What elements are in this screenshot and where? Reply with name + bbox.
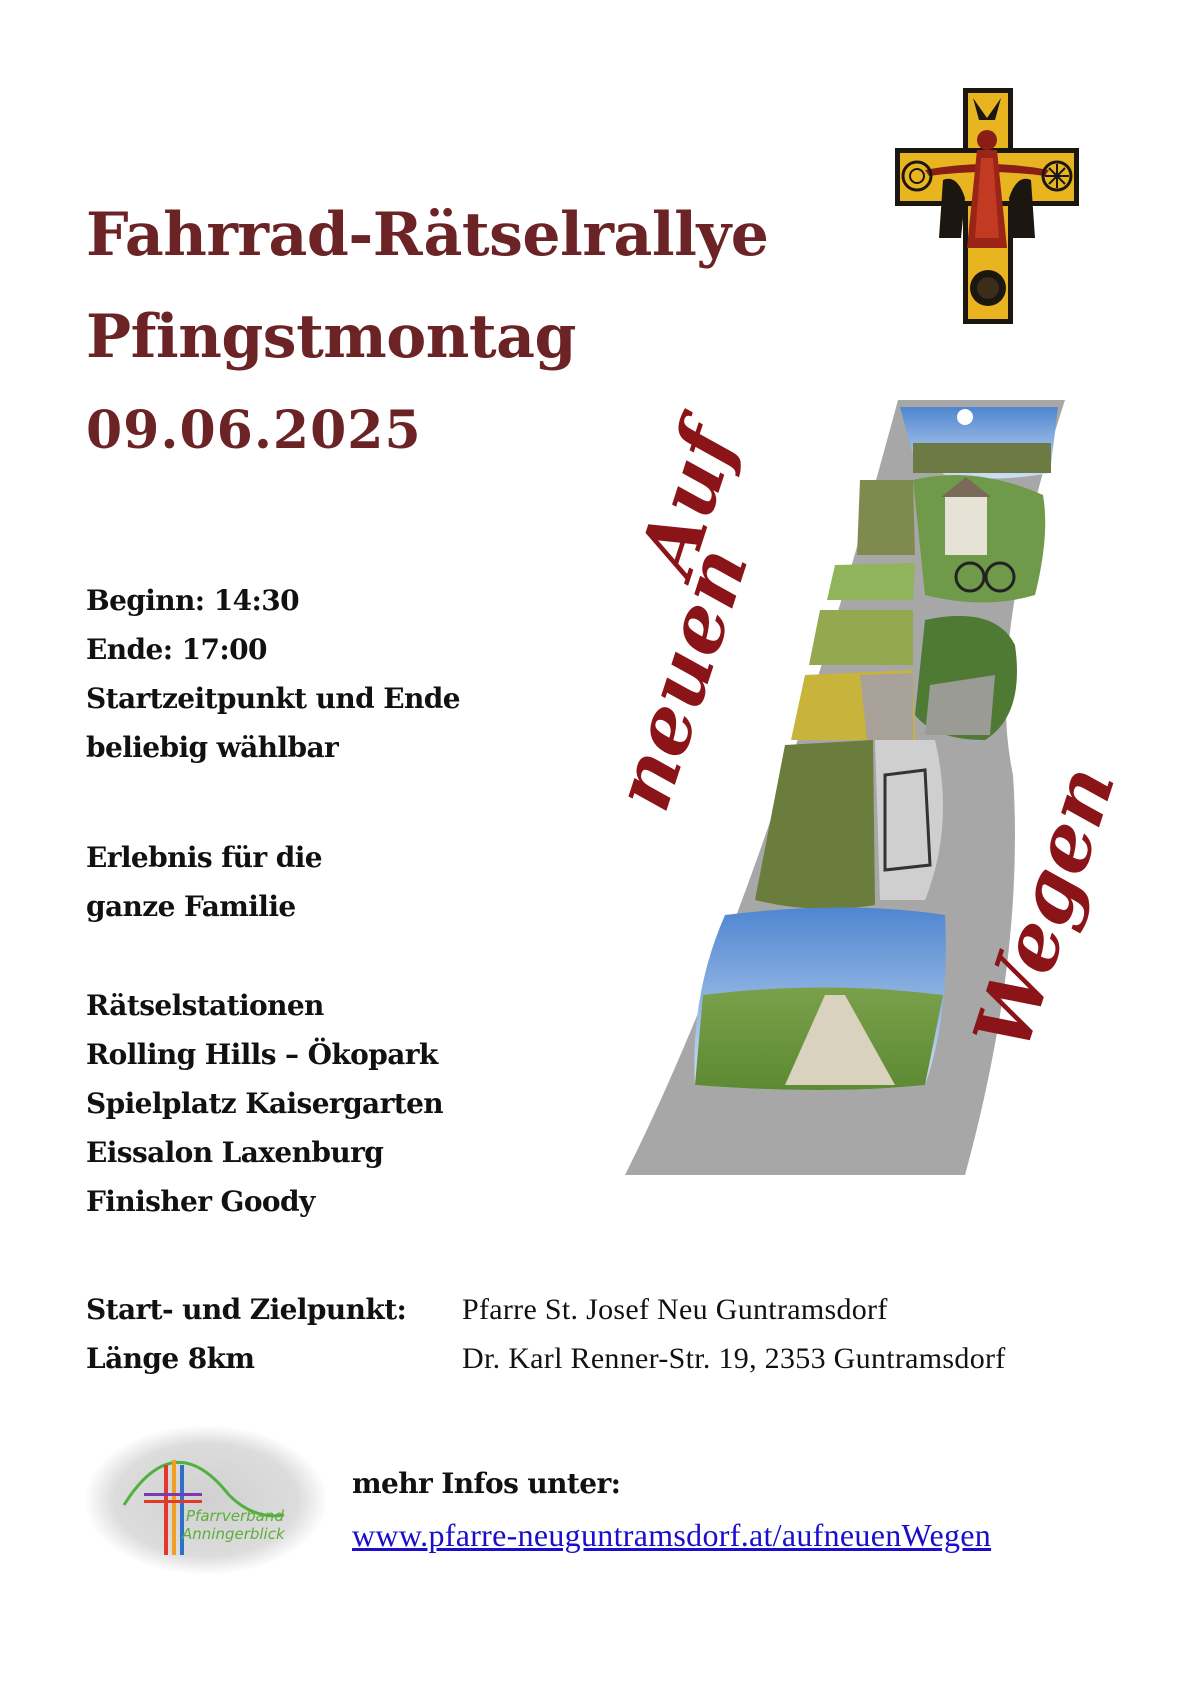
address-street: Dr. Karl Renner-Str. 19, 2353 Guntramsdorf xyxy=(462,1342,1006,1375)
address xyxy=(462,1285,1006,1383)
photo-landscape xyxy=(694,908,945,1091)
slogan-word-neuen: neuen xyxy=(596,536,767,821)
slogan-word-auf: Auf xyxy=(621,414,755,586)
page-title: Fahrrad-Rätselrallye xyxy=(86,200,769,270)
length-label: Länge 8km xyxy=(86,1342,255,1375)
station-item: Spielplatz Kaisergarten xyxy=(86,1087,444,1120)
logo-line2: Anningerblick xyxy=(182,1525,285,1543)
stations-list xyxy=(86,981,443,1226)
photo-collage xyxy=(595,395,1134,1175)
station-item: Eissalon Laxenburg xyxy=(86,1136,384,1169)
logo-line1: Pfarrverband xyxy=(186,1507,284,1525)
photo-top-sky xyxy=(900,407,1058,479)
station-item: Finisher Goody xyxy=(86,1185,315,1218)
time-info xyxy=(86,576,460,772)
stations-heading: Rätselstationen xyxy=(86,989,324,1022)
event-date: 09.06.2025 xyxy=(86,400,422,461)
location-labels xyxy=(86,1285,406,1383)
slogan-word-wegen: Wegen xyxy=(956,755,1134,1061)
end-time: Ende: 17:00 xyxy=(86,633,267,666)
photo-forest xyxy=(755,740,943,909)
station-item: Rolling Hills – Ökopark xyxy=(86,1038,438,1071)
time-note-line1: Startzeitpunkt und Ende xyxy=(86,682,460,715)
time-note-line2: beliebig wählbar xyxy=(86,731,339,764)
pfarrverband-logo xyxy=(84,1425,328,1575)
cross-icon xyxy=(895,88,1079,324)
family-line1: Erlebnis für die xyxy=(86,841,322,874)
photo-sunflowers xyxy=(791,670,915,740)
family-line2: ganze Familie xyxy=(86,890,296,923)
photo-chapel xyxy=(913,475,1045,603)
start-label: Start- und Zielpunkt: xyxy=(86,1293,407,1326)
page-subtitle: Pfingstmontag xyxy=(86,302,576,372)
family-info xyxy=(86,833,322,931)
more-info-link[interactable]: www.pfarre-neuguntramsdorf.at/aufneuenWegen xyxy=(352,1517,992,1553)
photo-cyclists-lane xyxy=(827,480,915,600)
more-info-label: mehr Infos unter: xyxy=(352,1467,621,1500)
begin-time: Beginn: 14:30 xyxy=(86,584,299,617)
address-place: Pfarre St. Josef Neu Guntramsdorf xyxy=(462,1293,888,1326)
